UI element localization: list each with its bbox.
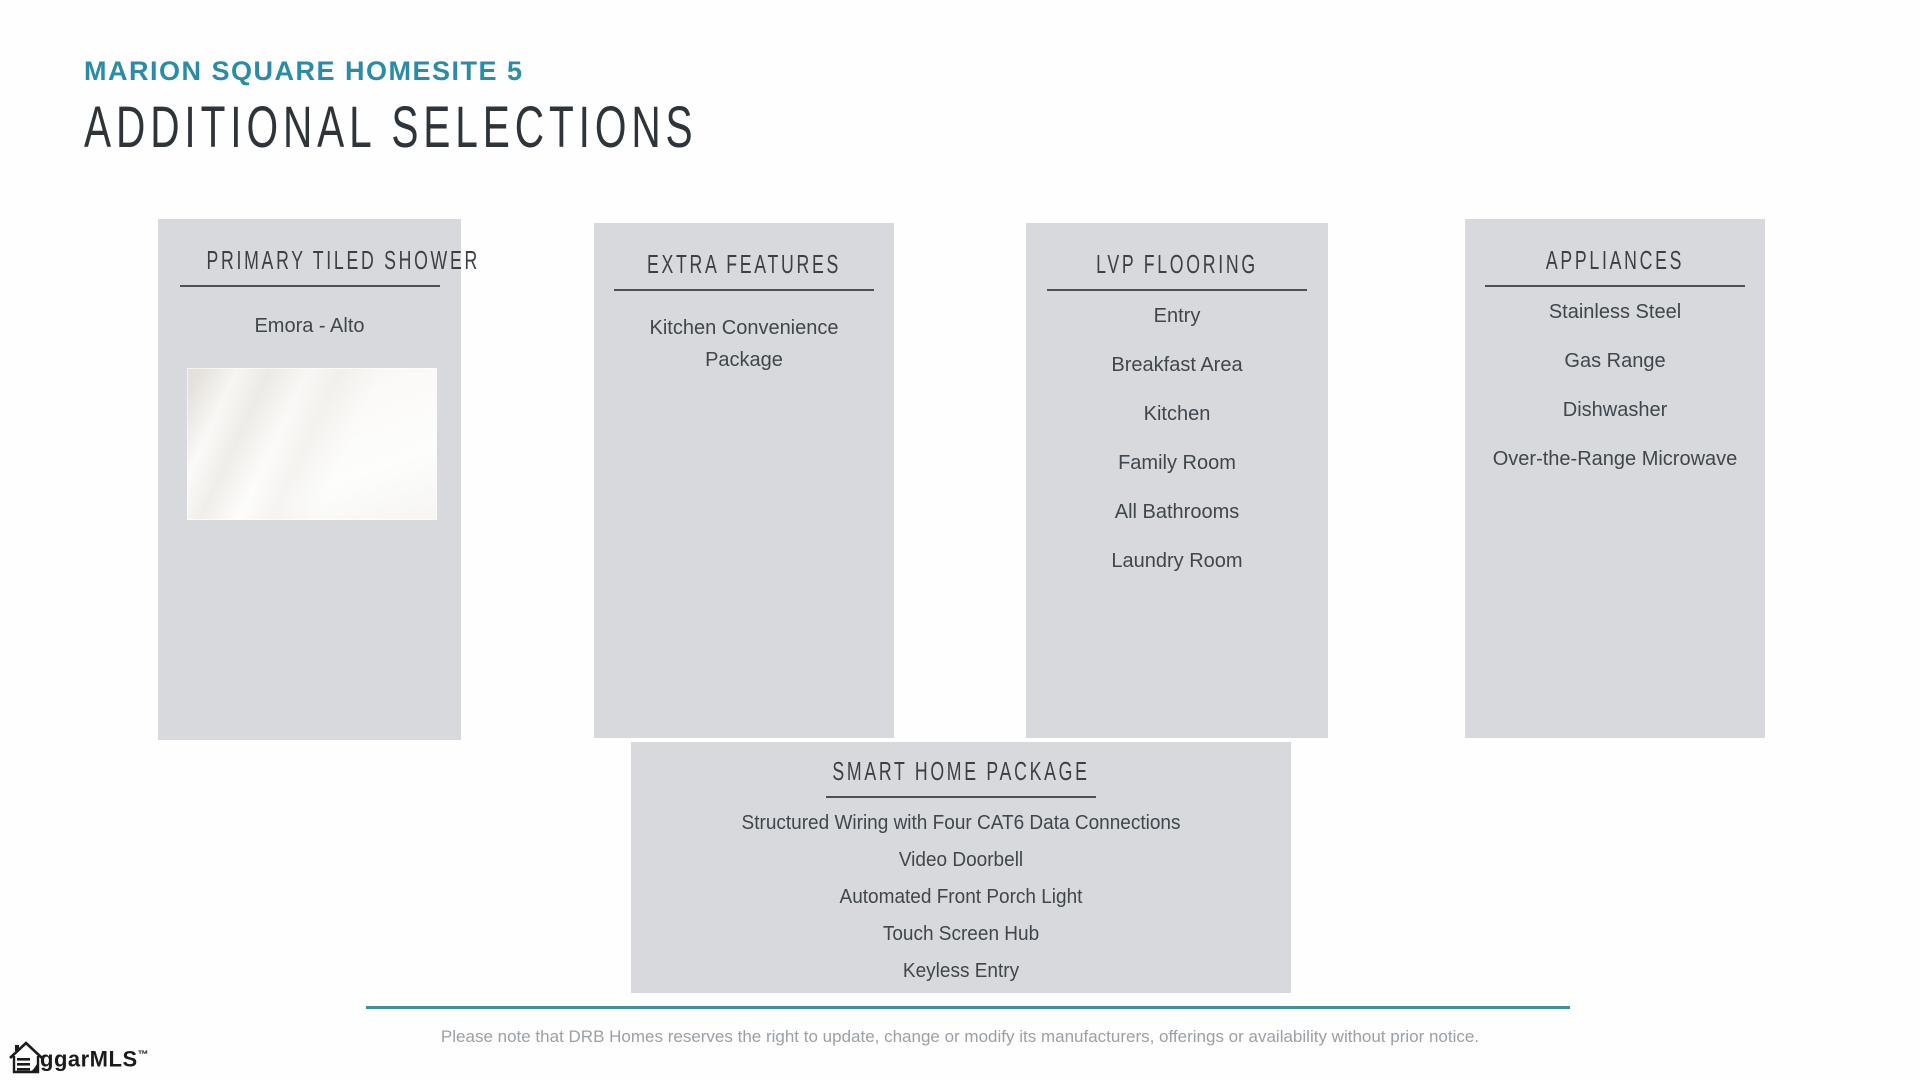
card-lvp-flooring (1026, 223, 1328, 738)
page-title: ADDITIONAL SELECTIONS (84, 95, 698, 160)
list-item: Over-the-Range Microwave (1492, 447, 1738, 470)
list-item: All Bathrooms (1114, 500, 1240, 523)
card-items (631, 804, 1291, 989)
heading-underline (180, 285, 440, 287)
card-items (158, 301, 461, 350)
card-heading: EXTRA FEATURES (647, 249, 841, 279)
card-heading: PRIMARY TILED SHOWER (206, 245, 480, 275)
list-item: Kitchen Convenience Package (649, 317, 839, 371)
list-item: Gas Range (1564, 349, 1666, 372)
card-primary-tiled-shower (158, 219, 480, 740)
heading-underline (614, 289, 874, 291)
heading-underline (826, 796, 1096, 798)
card-items (594, 299, 894, 389)
list-item: Dishwasher (1562, 398, 1668, 421)
card-appliances (1465, 219, 1765, 738)
list-item: Video Doorbell (898, 848, 1024, 871)
card-items (1465, 287, 1765, 483)
list-item: Touch Screen Hub (882, 922, 1040, 945)
trademark-symbol: ™ (137, 1049, 150, 1061)
list-item: Stainless Steel (1548, 300, 1682, 323)
list-item: Laundry Room (1111, 549, 1243, 572)
list-item: Automated Front Porch Light (839, 885, 1083, 908)
card-heading: APPLIANCES (1545, 245, 1685, 275)
list-item: Entry (1153, 304, 1201, 327)
mls-watermark (8, 1038, 149, 1076)
list-item: Emora - Alto (254, 314, 365, 337)
card-heading: SMART HOME PACKAGE (832, 756, 1090, 786)
list-item: Kitchen (1143, 402, 1211, 425)
mls-watermark-label: ggarMLS™ (40, 1046, 150, 1072)
list-item: Breakfast Area (1111, 353, 1243, 376)
tile-swatch-image (187, 368, 437, 520)
card-smart-home-package (631, 742, 1291, 993)
card-heading: LVP FLOORING (1096, 249, 1258, 279)
community-subtitle: MARION SQUARE HOMESITE 5 (84, 56, 524, 86)
list-item: Keyless Entry (902, 959, 1020, 982)
card-items (1026, 291, 1328, 585)
card-extra-features (594, 223, 894, 738)
footer-divider (366, 1006, 1570, 1009)
disclaimer-text: Please note that DRB Homes reserves the right to update, change or modify its manufacturers, offerings or availability without prior notice. (440, 1027, 1480, 1046)
list-item: Structured Wiring with Four CAT6 Data Connections (741, 811, 1181, 834)
list-item: Family Room (1118, 451, 1236, 474)
